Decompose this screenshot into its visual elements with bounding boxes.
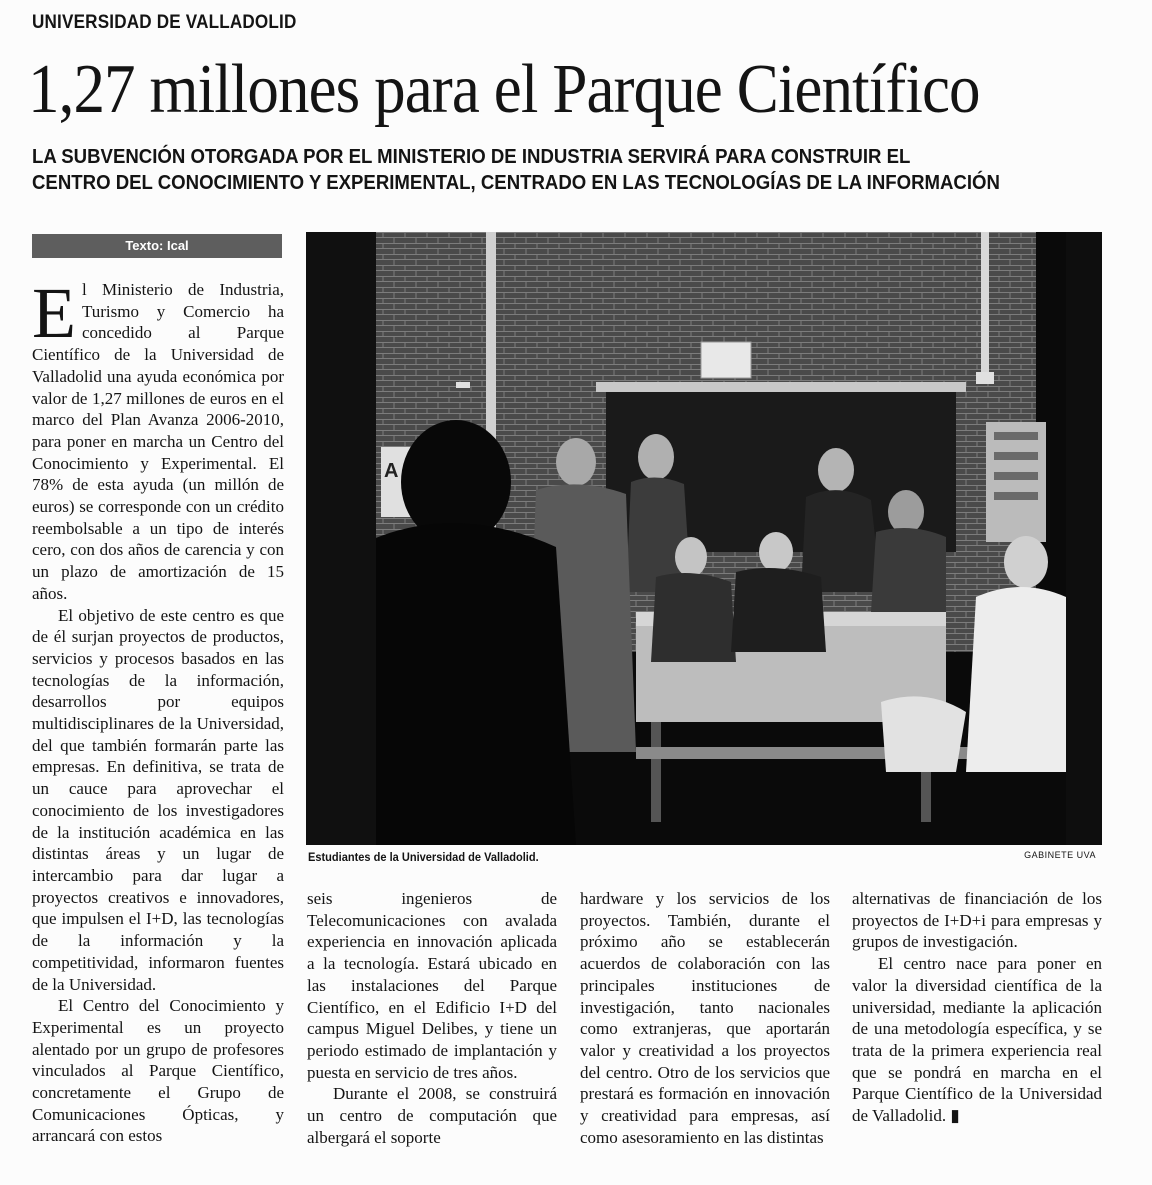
paragraph-1-text: l Ministerio de Industria, Turismo y Comercio ha concedido al Parque Científico de la Universidad de Valladolid una ayuda económica por valor de 1,27 millones de euros en el marco del Plan Avanza 2006-2010, para poner en marcha un Centro del Conocimiento y Experimental. El 78% de esta ayuda (un millón de euros) se corresponde con un crédito reembolsable a un tipo de interés cero, con dos años de carencia y con un plazo de amortización de 15 años. bbox=[32, 280, 284, 603]
paragraph-7: alternativas de financiación de los proyectos de I+D+i para empresas y grupos de investigación. bbox=[852, 889, 1102, 952]
paragraph-5: Durante el 2008, se construirá un centro de computación que albergará el soporte bbox=[307, 1084, 557, 1147]
photo-illustration bbox=[306, 232, 1102, 845]
article-column-2 bbox=[307, 888, 557, 1148]
subheadline bbox=[32, 144, 1147, 196]
photo-credit: GABINETE UVA bbox=[1024, 850, 1096, 860]
byline-bar: Texto: Ical bbox=[32, 234, 282, 258]
paragraph-4: seis ingenieros de Telecomunicaciones con avalada experiencia en innovación aplicada a la tecnología. Estará ubicado en las instalaciones del Parque Científico, en el Edificio I+D del campus Miguel Delibes, y tiene un periodo estimado de implantación y puesta en servicio de tres años. bbox=[307, 889, 557, 1082]
photo-sign-letter: A bbox=[384, 460, 399, 482]
paragraph-6: hardware y los servicios de los proyectos. También, durante el próximo año se establecerán acuerdos de colaboración con las principales instituciones de investigación, tanto nacionales como extranjeras, que aportarán valor y creatividad a los proyectos del centro. Otro de los servicios que prestará es formación en innovación y creatividad para empresas, así como asesoramiento en las distintas bbox=[580, 889, 830, 1147]
headline: 1,27 millones para el Parque Científico bbox=[28, 51, 980, 128]
drop-cap: E bbox=[32, 273, 76, 353]
photo-caption: Estudiantes de la Universidad de Valladolid. bbox=[308, 850, 539, 864]
article-photo bbox=[306, 232, 1102, 845]
paragraph-1 bbox=[32, 273, 284, 605]
article-column-1 bbox=[32, 273, 284, 1147]
article-column-4 bbox=[852, 888, 1102, 1127]
paragraph-8: El centro nace para poner en valor la diversidad científica de la universidad, mediante la aplicación de una metodología específica, y se trata de la primera experiencia real que se pondrá en marcha en el Parque Científico de la Universidad de Valladolid. ▮ bbox=[852, 954, 1102, 1126]
section-kicker: UNIVERSIDAD DE VALLADOLID bbox=[32, 12, 297, 33]
article-column-3 bbox=[580, 888, 830, 1148]
subheadline-line-1: LA SUBVENCIÓN OTORGADA POR EL MINISTERIO DE INDUSTRIA SERVIRÁ PARA CONSTRUIR EL bbox=[32, 146, 911, 168]
subheadline-line-2: CENTRO DEL CONOCIMIENTO Y EXPERIMENTAL, CENTRADO EN LAS TECNOLOGÍAS DE LA INFORMACIÓN bbox=[32, 172, 1000, 194]
paragraph-3: El Centro del Conocimiento y Experimental es un proyecto alentado por un grupo de profesores vinculados al Parque Científico, concretamente el Grupo de Comunicaciones Ópticas, y arrancará con estos bbox=[32, 996, 284, 1146]
paragraph-2: El objetivo de este centro es que de él surjan proyectos de productos, servicios y procesos basados en las tecnologías de la información, desarrollos por equipos multidisciplinares de la Universidad, del que también formarán parte las empresas. En definitiva, se trata de un cauce para aprovechar el conocimiento de los investigadores de la institución académica en las distintas áreas y un lugar de intercambio para dar lugar a proyectos creativos e innovadores, que impulsen el I+D, las tecnologías de la información y la competitividad, informaron fuentes de la Universidad. bbox=[32, 605, 284, 994]
